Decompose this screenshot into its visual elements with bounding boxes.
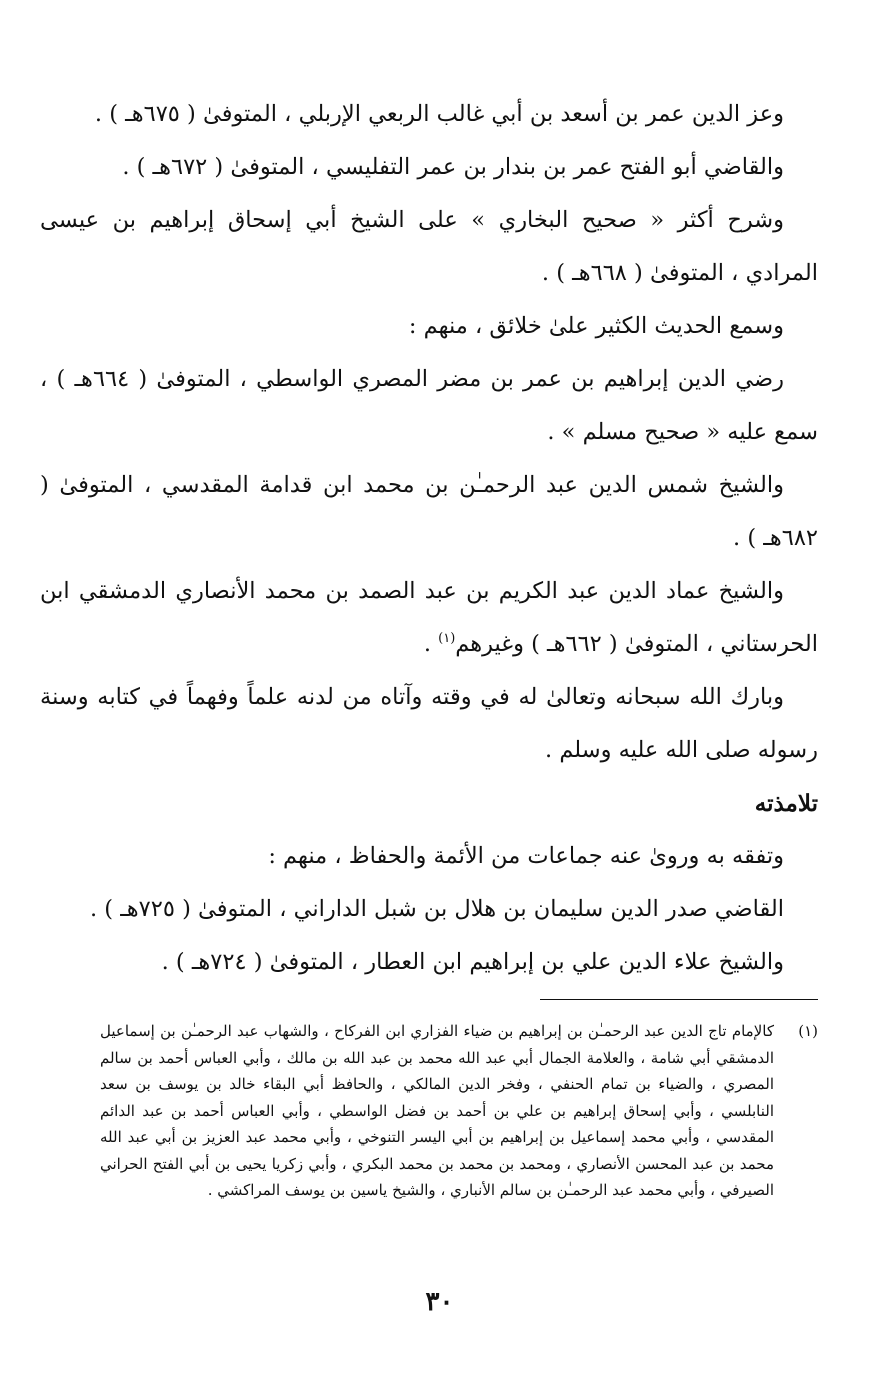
page-number: ٣٠ xyxy=(425,1287,454,1317)
footnote-number: (١) xyxy=(798,1022,818,1040)
paragraph-sharh-bukhari: وشرح أكثر « صحيح البخاري » على الشيخ أبي إسحاق إبراهيم بن عيسى المرادي ، المتوفىٰ ( ٦٦٨هـ ) . xyxy=(40,207,818,286)
footnote-text: كالإمام تاج الدين عبد الرحمـٰن بن إبراهيم بن ضياء الفزاري ابن الفركاح ، والشهاب عبد الرحمـٰن بن إسماعيل الدمشقي أبي شامة ، والعلامة الجمال أبي عبد الله محمد بن عبد الله بن مالك ، وأبي العباس أحمد بن سالم المصري ، والضياء بن تمام الحنفي ، وفخر الدين المالكي ، والحافظ أبي البقاء خالد بن يوسف بن سعد النابلسي ، وأبي إسحاق إبراهيم بن علي بن أحمد بن فضل الواسطي ، وأبي العباس أحمد بن عبد الدائم المقدسي ، وأبي محمد إسماعيل بن إبراهيم بن أبي اليسر التنوخي ، وأبي محمد عبد العزيز بن أبي عبد الله محمد بن عبد المحسن الأنصاري ، ومحمد بن محمد بن محمد البكري ، وأبي زكريا يحيى بن أبي الفتح الحراني الصيرفي ، وأبي محمد عبد الرحمـٰن بن سالم الأنباري ، والشيخ ياسين بن يوسف المراكشي . xyxy=(100,1022,774,1199)
paragraph-student-ala-al-din: والشيخ علاء الدين علي بن إبراهيم ابن العطار ، المتوفىٰ ( ٧٢٤هـ ) . xyxy=(161,949,784,975)
footnote xyxy=(100,1018,818,1204)
paragraph-radi-al-din: رضي الدين إبراهيم بن عمر بن مضر المصري الواسطي ، المتوفىٰ ( ٦٦٤هـ ) ، سمع عليه « صحيح مسلم » . xyxy=(40,366,818,445)
paragraph-sami-al-hadith: وسمع الحديث الكثير علىٰ خلائق ، منهم : xyxy=(408,313,784,339)
paragraph-imad-al-din-end: . xyxy=(423,631,439,657)
paragraph-students-intro: وتفقه به وروىٰ عنه جماعات من الأئمة والحفاظ ، منهم : xyxy=(268,843,784,869)
paragraph-izz-al-din: وعز الدين عمر بن أسعد بن أبي غالب الربعي الإربلي ، المتوفىٰ ( ٦٧٥هـ ) . xyxy=(94,101,784,127)
paragraph-imad-al-din-text: والشيخ عماد الدين عبد الكريم بن عبد الصمد بن محمد الأنصاري الدمشقي ابن الحرستاني ، المتوفىٰ ( ٦٦٢هـ ) وغيرهم xyxy=(40,578,818,657)
paragraph-student-sadr-al-din: القاضي صدر الدين سليمان بن هلال بن شبل الداراني ، المتوفىٰ ( ٧٢٥هـ ) . xyxy=(89,896,784,922)
paragraph-qadi-abu-al-fath: والقاضي أبو الفتح عمر بن بندار بن عمر التفليسي ، المتوفىٰ ( ٦٧٢هـ ) . xyxy=(122,154,784,180)
footnote-reference[interactable]: (١) xyxy=(438,631,456,646)
paragraph-imad-al-din xyxy=(40,565,818,671)
section-heading-students: تلامذته xyxy=(754,790,818,817)
main-text xyxy=(40,88,818,989)
paragraph-shams-al-din: والشيخ شمس الدين عبد الرحمـٰن بن محمد ابن قدامة المقدسي ، المتوفىٰ ( ٦٨٢هـ ) . xyxy=(40,472,818,551)
footnote-separator xyxy=(540,999,818,1000)
paragraph-blessing: وبارك الله سبحانه وتعالىٰ له في وقته وآتاه من لدنه علماً وفهماً في كتابه وسنة رسوله صلى الله عليه وسلم . xyxy=(40,684,818,763)
